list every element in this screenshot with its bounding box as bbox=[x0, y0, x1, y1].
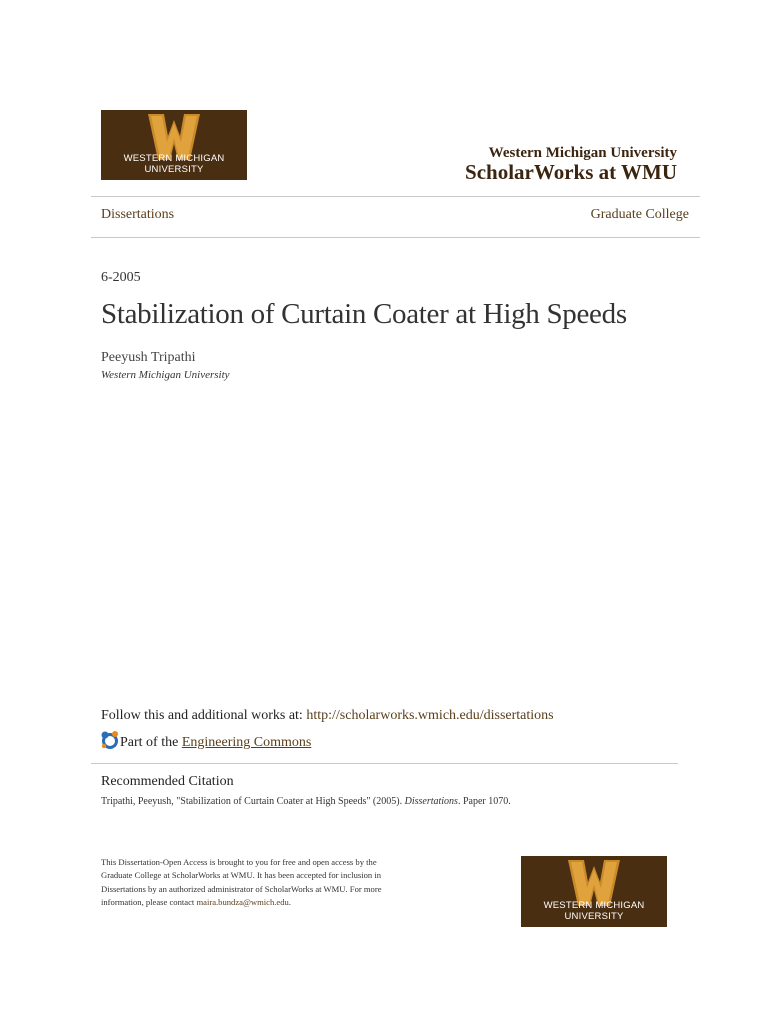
dissertations-url-link[interactable]: http://scholarworks.wmich.edu/dissertations bbox=[306, 708, 554, 723]
commons-line bbox=[101, 731, 311, 751]
access-notice bbox=[101, 856, 387, 910]
engineering-commons-link[interactable]: Engineering Commons bbox=[181, 735, 312, 750]
wmu-logo-bottom bbox=[521, 856, 667, 927]
author-affiliation: Western Michigan University bbox=[101, 369, 230, 381]
citation-text-start: Tripathi, Peeyush, "Stabilization of Curtain Coater at High Speeds" (2005). bbox=[101, 796, 405, 807]
paper-title: Stabilization of Curtain Coater at High Speeds bbox=[101, 298, 627, 330]
part-prefix: Part of the bbox=[120, 735, 182, 750]
follow-line bbox=[101, 708, 554, 724]
header-divider-bottom bbox=[91, 237, 700, 238]
publication-date: 6-2005 bbox=[101, 270, 141, 285]
access-notice-text: This Dissertation-Open Access is brought to you for free and open access by the Graduate College at ScholarWorks at WMU. It has been accepted for inclusion in Dissertations by an authorized administrator of ScholarWorks at WMU. For more information, please contact bbox=[101, 857, 382, 908]
citation-text bbox=[101, 796, 511, 807]
follow-prefix: Follow this and additional works at: bbox=[101, 708, 307, 723]
citation-divider bbox=[91, 763, 678, 764]
header-divider-top bbox=[91, 196, 700, 197]
network-icon bbox=[101, 731, 120, 749]
citation-series: Dissertations bbox=[404, 796, 458, 807]
university-name: Western Michigan University bbox=[488, 145, 677, 161]
citation-text-end: . Paper 1070. bbox=[457, 796, 511, 807]
wmu-logo-top bbox=[101, 110, 247, 180]
dissertations-link[interactable]: Dissertations bbox=[101, 207, 175, 222]
logo-wordmark: WESTERN MICHIGAN UNIVERSITY bbox=[543, 900, 645, 922]
contact-email-link[interactable]: maira.bundza@wmich.edu bbox=[196, 897, 289, 908]
access-notice-end: . bbox=[288, 897, 291, 908]
citation-heading: Recommended Citation bbox=[101, 774, 234, 789]
graduate-college-link[interactable]: Graduate College bbox=[590, 207, 689, 222]
repository-name: ScholarWorks at WMU bbox=[465, 160, 677, 184]
logo-wordmark: WESTERN MICHIGAN UNIVERSITY bbox=[123, 153, 225, 175]
author-name: Peeyush Tripathi bbox=[101, 350, 196, 365]
